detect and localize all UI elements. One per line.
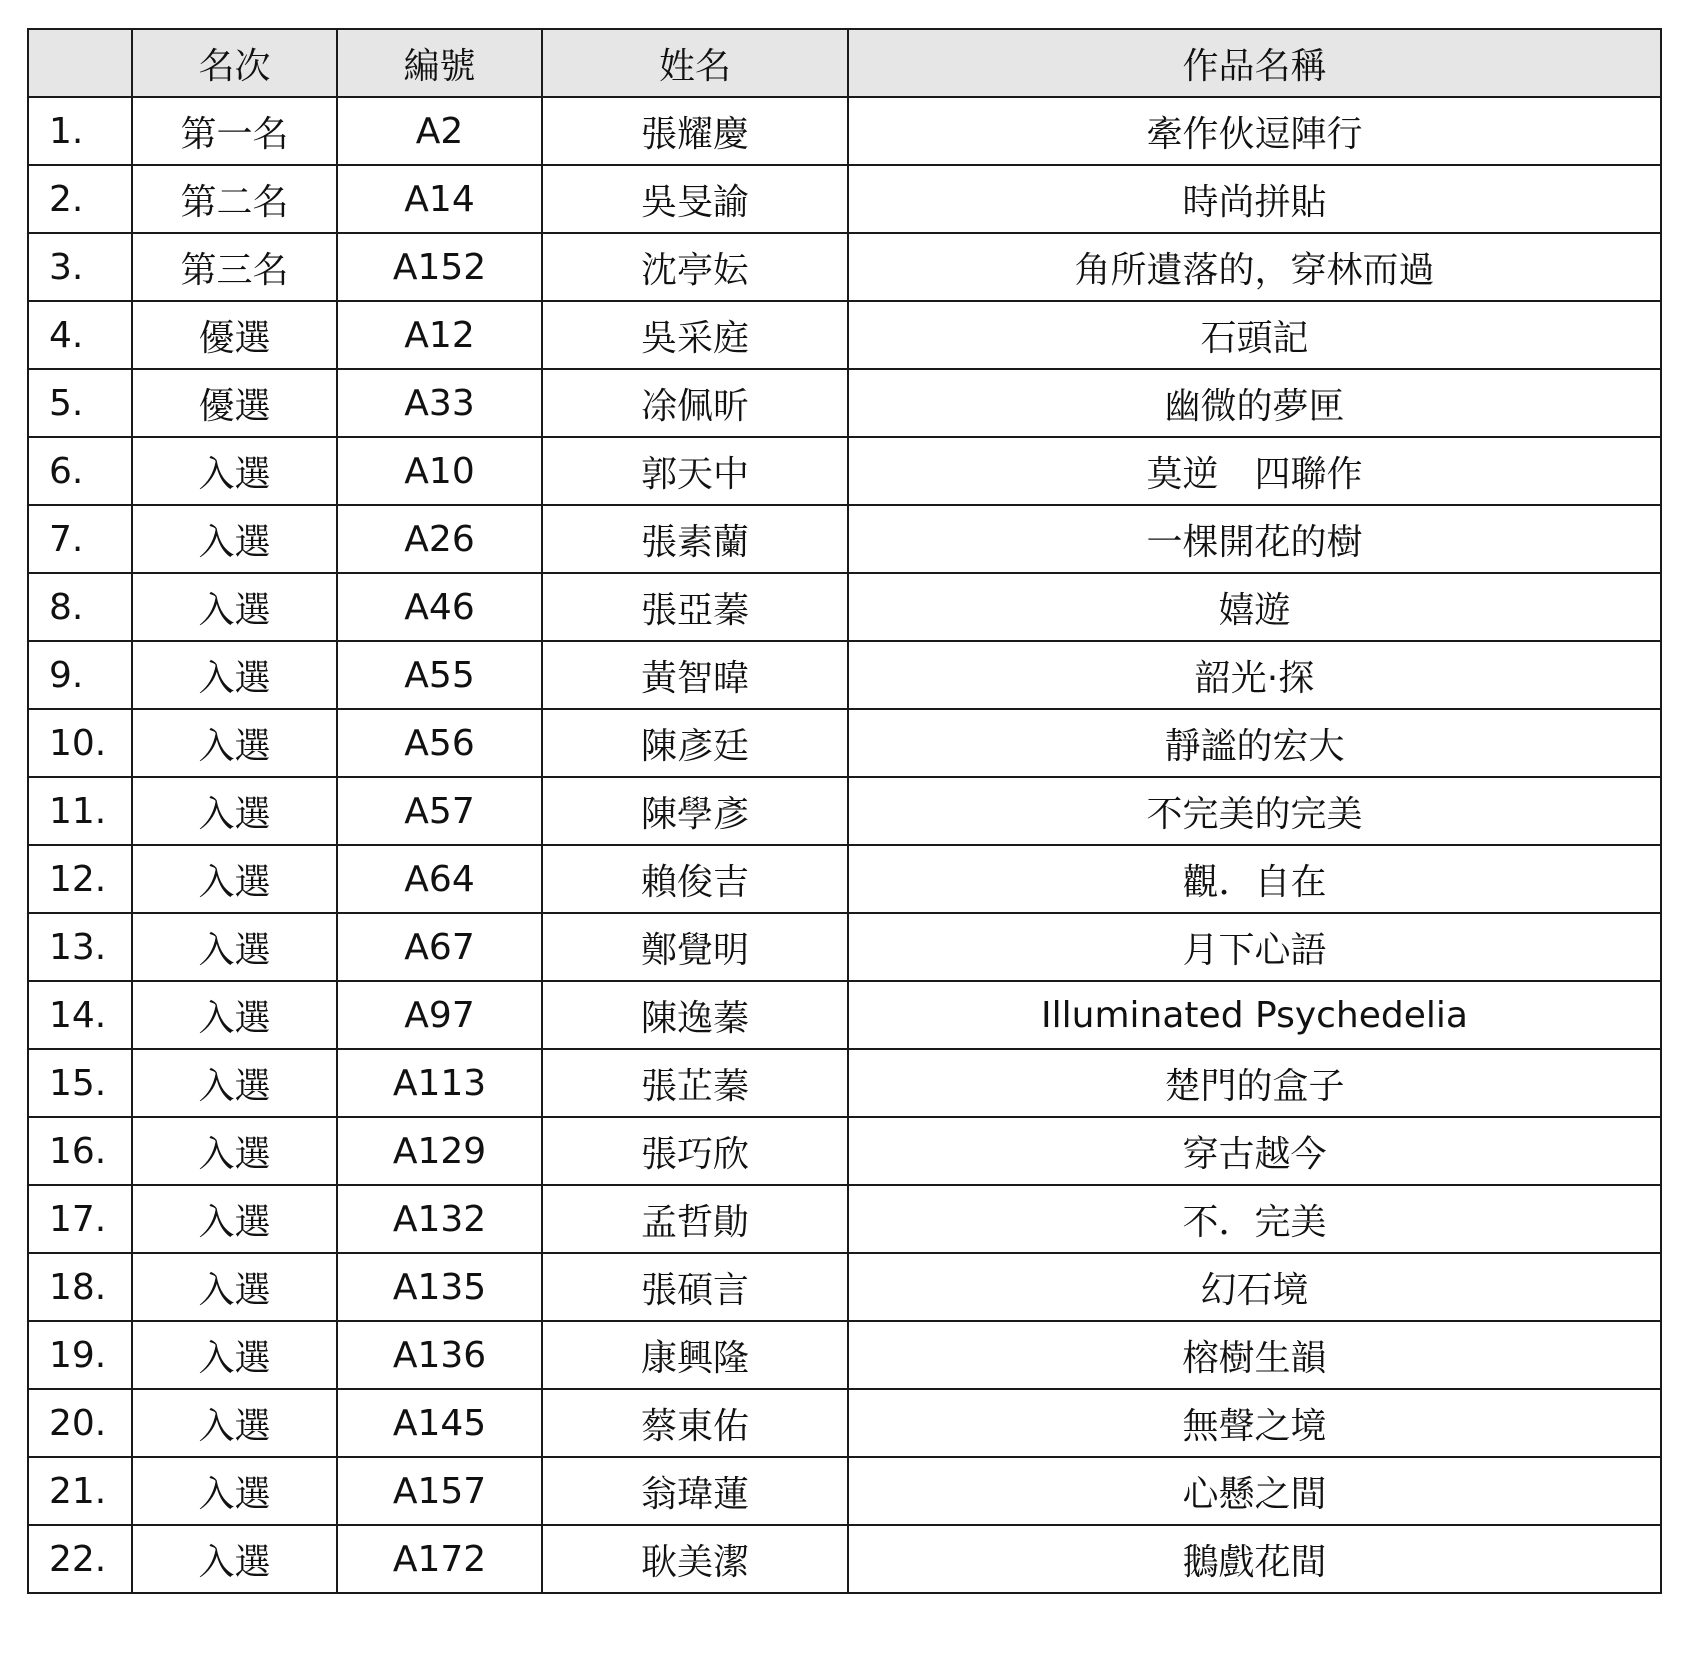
rank-cell: 入選 (132, 1253, 337, 1321)
rank-cell: 入選 (132, 777, 337, 845)
rank-cell: 入選 (132, 641, 337, 709)
artist-name-cell: 蔡東佑 (542, 1389, 848, 1457)
row-index: 20. (28, 1389, 132, 1457)
artwork-title-cell: 榕樹生韻 (848, 1321, 1661, 1389)
row-index: 11. (28, 777, 132, 845)
rank-cell: 優選 (132, 369, 337, 437)
row-index: 16. (28, 1117, 132, 1185)
entry-code-cell: A157 (337, 1457, 542, 1525)
rank-cell: 入選 (132, 1389, 337, 1457)
row-index: 10. (28, 709, 132, 777)
table-row (28, 97, 1661, 165)
table-row (28, 233, 1661, 301)
artwork-title-cell: 石頭記 (848, 301, 1661, 369)
row-index: 4. (28, 301, 132, 369)
rank-cell: 入選 (132, 505, 337, 573)
table-row (28, 1457, 1661, 1525)
rank-cell: 入選 (132, 709, 337, 777)
table-row (28, 981, 1661, 1049)
rank-cell: 入選 (132, 1457, 337, 1525)
rank-cell: 入選 (132, 1525, 337, 1593)
entry-code-cell: A135 (337, 1253, 542, 1321)
table-row (28, 641, 1661, 709)
entry-code-cell: A129 (337, 1117, 542, 1185)
header-title: 作品名稱 (848, 29, 1661, 97)
artist-name-cell: 凃佩昕 (542, 369, 848, 437)
artist-name-cell: 吳旻諭 (542, 165, 848, 233)
header-rank: 名次 (132, 29, 337, 97)
row-index: 7. (28, 505, 132, 573)
rank-cell: 第三名 (132, 233, 337, 301)
artist-name-cell: 張芷蓁 (542, 1049, 848, 1117)
rank-cell: 入選 (132, 913, 337, 981)
artist-name-cell: 鄭覺明 (542, 913, 848, 981)
artist-name-cell: 孟哲勛 (542, 1185, 848, 1253)
row-index: 3. (28, 233, 132, 301)
artist-name-cell: 張碩言 (542, 1253, 848, 1321)
artist-name-cell: 康興隆 (542, 1321, 848, 1389)
artist-name-cell: 陳彥廷 (542, 709, 848, 777)
table-body (28, 97, 1661, 1593)
row-index: 9. (28, 641, 132, 709)
rank-cell: 入選 (132, 437, 337, 505)
artist-name-cell: 黃智暐 (542, 641, 848, 709)
row-index: 19. (28, 1321, 132, 1389)
artist-name-cell: 沈亭妘 (542, 233, 848, 301)
header-row (28, 29, 1661, 97)
table-row (28, 369, 1661, 437)
entry-code-cell: A12 (337, 301, 542, 369)
artist-name-cell: 張素蘭 (542, 505, 848, 573)
entry-code-cell: A132 (337, 1185, 542, 1253)
table-row (28, 1525, 1661, 1593)
entry-code-cell: A33 (337, 369, 542, 437)
entry-code-cell: A56 (337, 709, 542, 777)
row-index: 5. (28, 369, 132, 437)
artwork-title-cell: 莫逆 四聯作 (848, 437, 1661, 505)
table-row (28, 301, 1661, 369)
row-index: 14. (28, 981, 132, 1049)
artist-name-cell: 張巧欣 (542, 1117, 848, 1185)
artwork-title-cell: 觀．自在 (848, 845, 1661, 913)
rank-cell: 入選 (132, 981, 337, 1049)
artist-name-cell: 張亞蓁 (542, 573, 848, 641)
rank-cell: 優選 (132, 301, 337, 369)
artwork-title-cell: 楚門的盒子 (848, 1049, 1661, 1117)
table-header (28, 29, 1661, 97)
entry-code-cell: A55 (337, 641, 542, 709)
rank-cell: 入選 (132, 1049, 337, 1117)
row-index: 12. (28, 845, 132, 913)
table-row (28, 1321, 1661, 1389)
header-index (28, 29, 132, 97)
entry-code-cell: A136 (337, 1321, 542, 1389)
rank-cell: 入選 (132, 1185, 337, 1253)
artwork-title-cell: 嬉遊 (848, 573, 1661, 641)
table-row (28, 1049, 1661, 1117)
artist-name-cell: 賴俊吉 (542, 845, 848, 913)
artwork-title-cell: 月下心語 (848, 913, 1661, 981)
rank-cell: 入選 (132, 1117, 337, 1185)
row-index: 17. (28, 1185, 132, 1253)
artwork-title-cell: 靜謐的宏大 (848, 709, 1661, 777)
table-row (28, 1389, 1661, 1457)
rank-cell: 入選 (132, 1321, 337, 1389)
row-index: 2. (28, 165, 132, 233)
results-table (27, 28, 1662, 1594)
row-index: 6. (28, 437, 132, 505)
entry-code-cell: A46 (337, 573, 542, 641)
table-row (28, 709, 1661, 777)
rank-cell: 入選 (132, 573, 337, 641)
table-row (28, 505, 1661, 573)
table-row (28, 1253, 1661, 1321)
row-index: 13. (28, 913, 132, 981)
rank-cell: 入選 (132, 845, 337, 913)
entry-code-cell: A26 (337, 505, 542, 573)
entry-code-cell: A67 (337, 913, 542, 981)
artwork-title-cell: 角所遺落的，穿林而過 (848, 233, 1661, 301)
table-row (28, 1185, 1661, 1253)
artist-name-cell: 張耀慶 (542, 97, 848, 165)
entry-code-cell: A145 (337, 1389, 542, 1457)
row-index: 18. (28, 1253, 132, 1321)
table-row (28, 573, 1661, 641)
artwork-title-cell: 幽微的夢匣 (848, 369, 1661, 437)
artwork-title-cell: 鵝戲花間 (848, 1525, 1661, 1593)
entry-code-cell: A2 (337, 97, 542, 165)
artist-name-cell: 吳采庭 (542, 301, 848, 369)
artist-name-cell: 郭天中 (542, 437, 848, 505)
entry-code-cell: A57 (337, 777, 542, 845)
artwork-title-cell: 韶光·探 (848, 641, 1661, 709)
artwork-title-cell: Illuminated Psychedelia (848, 981, 1661, 1049)
row-index: 22. (28, 1525, 132, 1593)
row-index: 1. (28, 97, 132, 165)
artwork-title-cell: 心懸之間 (848, 1457, 1661, 1525)
rank-cell: 第二名 (132, 165, 337, 233)
entry-code-cell: A10 (337, 437, 542, 505)
entry-code-cell: A172 (337, 1525, 542, 1593)
artwork-title-cell: 一棵開花的樹 (848, 505, 1661, 573)
row-index: 8. (28, 573, 132, 641)
entry-code-cell: A14 (337, 165, 542, 233)
entry-code-cell: A152 (337, 233, 542, 301)
rank-cell: 第一名 (132, 97, 337, 165)
artist-name-cell: 翁瑋蓮 (542, 1457, 848, 1525)
table-row (28, 777, 1661, 845)
artwork-title-cell: 牽作伙逗陣行 (848, 97, 1661, 165)
artwork-title-cell: 穿古越今 (848, 1117, 1661, 1185)
artist-name-cell: 耿美潔 (542, 1525, 848, 1593)
artwork-title-cell: 時尚拼貼 (848, 165, 1661, 233)
entry-code-cell: A113 (337, 1049, 542, 1117)
header-name: 姓名 (542, 29, 848, 97)
artist-name-cell: 陳學彥 (542, 777, 848, 845)
table-row (28, 1117, 1661, 1185)
artwork-title-cell: 不．完美 (848, 1185, 1661, 1253)
table-row (28, 845, 1661, 913)
entry-code-cell: A64 (337, 845, 542, 913)
header-code: 編號 (337, 29, 542, 97)
artwork-title-cell: 無聲之境 (848, 1389, 1661, 1457)
artist-name-cell: 陳逸蓁 (542, 981, 848, 1049)
table-row (28, 913, 1661, 981)
table-row (28, 165, 1661, 233)
table-row (28, 437, 1661, 505)
row-index: 21. (28, 1457, 132, 1525)
row-index: 15. (28, 1049, 132, 1117)
artwork-title-cell: 不完美的完美 (848, 777, 1661, 845)
artwork-title-cell: 幻石境 (848, 1253, 1661, 1321)
entry-code-cell: A97 (337, 981, 542, 1049)
